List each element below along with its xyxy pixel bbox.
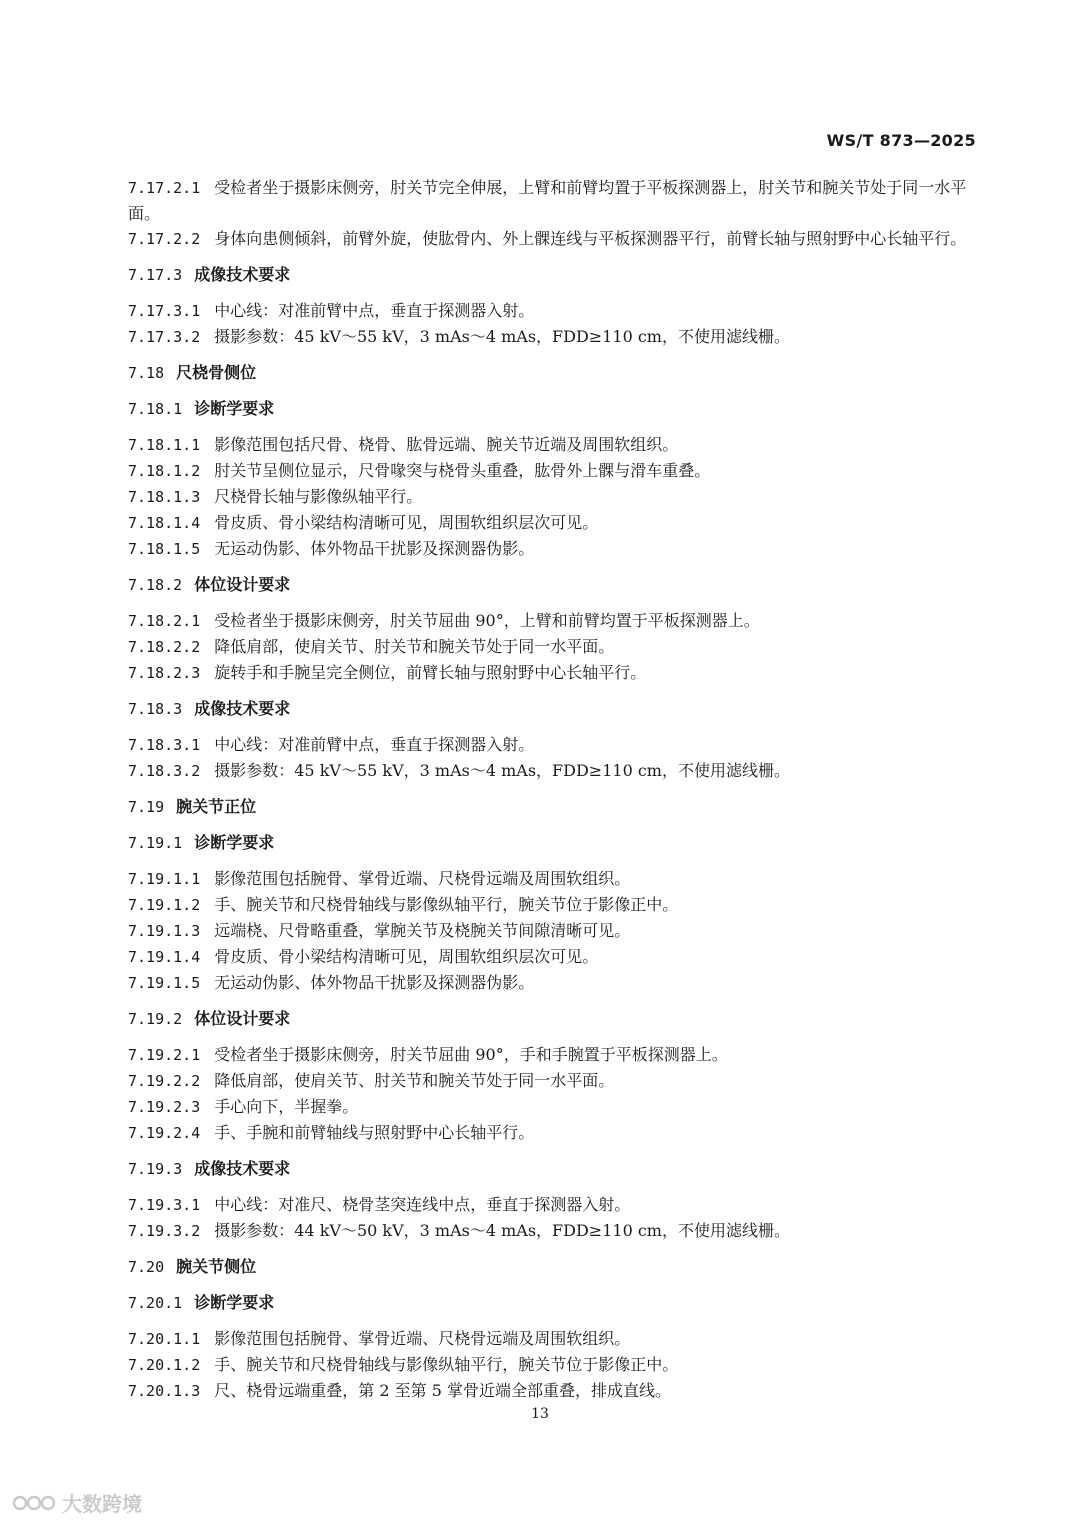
clause-number: 7.19.2.3	[128, 1098, 201, 1116]
block-gap	[128, 784, 980, 794]
clause-paragraph	[128, 226, 980, 252]
clause-text: 旋转手和手腕呈完全侧位，前臂长轴与照射野中心长轴平行。	[214, 663, 647, 682]
clause-paragraph	[128, 1042, 980, 1068]
clause-number: 7.18.3	[128, 700, 183, 718]
clause-text: 无运动伪影、体外物品干扰影及探测器伪影。	[214, 973, 535, 992]
clause-paragraph	[128, 608, 980, 634]
clause-text: 体位设计要求	[194, 1009, 291, 1028]
clause-text: 骨皮质、骨小梁结构清晰可见，周围软组织层次可见。	[214, 947, 599, 966]
clause-text: 尺桡骨长轴与影像纵轴平行。	[214, 487, 423, 506]
block-gap	[128, 1316, 980, 1326]
block-gap	[128, 350, 980, 360]
block-gap	[128, 1146, 980, 1156]
block-gap	[128, 1280, 980, 1290]
clause-number: 7.17.3.2	[128, 328, 201, 346]
clause-paragraph	[128, 432, 980, 458]
clause-text: 远端桡、尺骨略重叠，掌腕关节及桡腕关节间隙清晰可见。	[214, 921, 631, 940]
section-heading	[128, 360, 980, 386]
clause-number: 7.19.3.1	[128, 1196, 201, 1214]
clause-number: 7.20.1.3	[128, 1382, 201, 1400]
clause-text: 受检者坐于摄影床侧旁，肘关节屈曲 90°，手和手腕置于平板探测器上。	[214, 1045, 728, 1064]
clause-number: 7.18.3.1	[128, 736, 201, 754]
clause-number: 7.18.3.2	[128, 762, 201, 780]
clause-number: 7.19.1.3	[128, 922, 201, 940]
block-gap	[128, 288, 980, 298]
clause-number: 7.20.1.1	[128, 1330, 201, 1348]
clause-paragraph	[128, 536, 980, 562]
clause-number: 7.17.2.2	[128, 230, 201, 248]
clause-number: 7.17.3.1	[128, 302, 201, 320]
clause-text: 摄影参数：44 kV～50 kV，3 mAs～4 mAs，FDD≥110 cm，不使用滤线栅。	[214, 1221, 790, 1240]
clause-text: 摄影参数：45 kV～55 kV，3 mAs～4 mAs，FDD≥110 cm，不使用滤线栅。	[214, 327, 790, 346]
clause-number: 7.18.1.2	[128, 462, 201, 480]
clause-text: 影像范围包括腕骨、掌骨近端、尺桡骨远端及周围软组织。	[214, 1329, 631, 1348]
block-gap	[128, 996, 980, 1006]
clause-paragraph	[128, 758, 980, 784]
clause-text: 成像技术要求	[194, 1159, 291, 1178]
section-heading	[128, 1006, 980, 1032]
clause-paragraph	[128, 1120, 980, 1146]
clause-text: 诊断学要求	[194, 399, 275, 418]
clause-number: 7.18.1.3	[128, 488, 201, 506]
clause-number: 7.18.1.5	[128, 540, 201, 558]
clause-text: 肘关节呈侧位显示，尺骨喙突与桡骨头重叠，肱骨外上髁与滑车重叠。	[214, 461, 711, 480]
clause-paragraph	[128, 970, 980, 996]
block-gap	[128, 1244, 980, 1254]
clause-paragraph	[128, 944, 980, 970]
clause-text: 受检者坐于摄影床侧旁，肘关节完全伸展，上臂和前臂均置于平板探测器上，肘关节和腕关节处于同一水平面。	[128, 178, 967, 223]
watermark	[12, 1488, 142, 1517]
clause-text: 影像范围包括尺骨、桡骨、肱骨远端、腕关节近端及周围软组织。	[214, 435, 679, 454]
clause-paragraph	[128, 660, 980, 686]
document-body	[128, 175, 980, 1404]
clause-text: 腕关节侧位	[176, 1257, 257, 1276]
clause-paragraph	[128, 1192, 980, 1218]
clause-number: 7.19.2.4	[128, 1124, 201, 1142]
clause-text: 尺桡骨侧位	[176, 363, 257, 382]
clause-paragraph	[128, 1352, 980, 1378]
clause-text: 降低肩部，使肩关节、肘关节和腕关节处于同一水平面。	[214, 1071, 615, 1090]
clause-paragraph	[128, 510, 980, 536]
clause-number: 7.18.2.2	[128, 638, 201, 656]
clause-number: 7.19.1.4	[128, 948, 201, 966]
clause-paragraph	[128, 458, 980, 484]
clause-paragraph	[128, 732, 980, 758]
clause-text: 身体向患侧倾斜，前臂外旋，使肱骨内、外上髁连线与平板探测器平行，前臂长轴与照射野中心长轴平行。	[214, 229, 967, 248]
clause-paragraph	[128, 1326, 980, 1352]
clause-number: 7.17.2.1	[128, 179, 201, 197]
watermark-text: 大数跨境	[62, 1492, 142, 1516]
clause-paragraph	[128, 484, 980, 510]
block-gap	[128, 856, 980, 866]
block-gap	[128, 598, 980, 608]
clause-number: 7.19.1.1	[128, 870, 201, 888]
clause-number: 7.19.2.2	[128, 1072, 201, 1090]
clause-number: 7.17.3	[128, 266, 183, 284]
section-heading	[128, 794, 980, 820]
section-heading	[128, 1254, 980, 1280]
clause-paragraph	[128, 918, 980, 944]
clause-text: 尺、桡骨远端重叠，第 2 至第 5 掌骨近端全部重叠，排成直线。	[214, 1381, 671, 1400]
clause-paragraph	[128, 1378, 980, 1404]
clause-paragraph	[128, 324, 980, 350]
clause-text: 摄影参数：45 kV～55 kV，3 mAs～4 mAs，FDD≥110 cm，不使用滤线栅。	[214, 761, 790, 780]
clause-paragraph	[128, 634, 980, 660]
clause-number: 7.20	[128, 1258, 165, 1276]
clause-paragraph	[128, 175, 980, 226]
block-gap	[128, 1032, 980, 1042]
block-gap	[128, 686, 980, 696]
clause-number: 7.18.1	[128, 400, 183, 418]
clause-number: 7.20.1.2	[128, 1356, 201, 1374]
block-gap	[128, 1182, 980, 1192]
clause-number: 7.20.1	[128, 1294, 183, 1312]
clause-text: 成像技术要求	[194, 699, 291, 718]
clause-text: 受检者坐于摄影床侧旁，肘关节屈曲 90°，上臂和前臂均置于平板探测器上。	[214, 611, 760, 630]
clause-paragraph	[128, 1218, 980, 1244]
clause-text: 诊断学要求	[194, 833, 275, 852]
block-gap	[128, 386, 980, 396]
section-heading	[128, 572, 980, 598]
clause-number: 7.18.2.3	[128, 664, 201, 682]
block-gap	[128, 422, 980, 432]
clause-number: 7.18.1.1	[128, 436, 201, 454]
clause-paragraph	[128, 1094, 980, 1120]
section-heading	[128, 1156, 980, 1182]
clause-number: 7.19.3	[128, 1160, 183, 1178]
block-gap	[128, 820, 980, 830]
clause-text: 降低肩部，使肩关节、肘关节和腕关节处于同一水平面。	[214, 637, 615, 656]
clause-paragraph	[128, 866, 980, 892]
clause-number: 7.18.1.4	[128, 514, 201, 532]
clause-number: 7.19	[128, 798, 165, 816]
section-heading	[128, 830, 980, 856]
clause-number: 7.19.3.2	[128, 1222, 201, 1240]
standard-code: WS/T 873—2025	[826, 131, 976, 150]
clause-paragraph	[128, 892, 980, 918]
section-heading	[128, 696, 980, 722]
clause-text: 手、手腕和前臂轴线与照射野中心长轴平行。	[214, 1123, 535, 1142]
clause-number: 7.18	[128, 364, 165, 382]
clause-text: 骨皮质、骨小梁结构清晰可见，周围软组织层次可见。	[214, 513, 599, 532]
clause-text: 中心线：对准前臂中点，垂直于探测器入射。	[214, 735, 535, 754]
clause-text: 无运动伪影、体外物品干扰影及探测器伪影。	[214, 539, 535, 558]
section-heading	[128, 1290, 980, 1316]
clause-text: 体位设计要求	[194, 575, 291, 594]
clause-paragraph	[128, 298, 980, 324]
clause-text: 中心线：对准尺、桡骨茎突连线中点，垂直于探测器入射。	[214, 1195, 631, 1214]
clause-text: 手心向下，半握拳。	[214, 1097, 359, 1116]
clause-number: 7.19.1.2	[128, 896, 201, 914]
clause-paragraph	[128, 1068, 980, 1094]
watermark-logo-icon	[12, 1492, 56, 1514]
clause-number: 7.19.1	[128, 834, 183, 852]
clause-text: 成像技术要求	[194, 265, 291, 284]
clause-text: 手、腕关节和尺桡骨轴线与影像纵轴平行，腕关节位于影像正中。	[214, 895, 679, 914]
block-gap	[128, 722, 980, 732]
clause-text: 诊断学要求	[194, 1293, 275, 1312]
clause-text: 腕关节正位	[176, 797, 257, 816]
clause-text: 影像范围包括腕骨、掌骨近端、尺桡骨远端及周围软组织。	[214, 869, 631, 888]
clause-number: 7.19.2.1	[128, 1046, 201, 1064]
block-gap	[128, 252, 980, 262]
section-heading	[128, 262, 980, 288]
page-number: 13	[531, 1406, 549, 1422]
clause-number: 7.18.2.1	[128, 612, 201, 630]
clause-number: 7.18.2	[128, 576, 183, 594]
clause-text: 手、腕关节和尺桡骨轴线与影像纵轴平行，腕关节位于影像正中。	[214, 1355, 679, 1374]
block-gap	[128, 562, 980, 572]
clause-text: 中心线：对准前臂中点，垂直于探测器入射。	[214, 301, 535, 320]
section-heading	[128, 396, 980, 422]
clause-number: 7.19.2	[128, 1010, 183, 1028]
clause-number: 7.19.1.5	[128, 974, 201, 992]
